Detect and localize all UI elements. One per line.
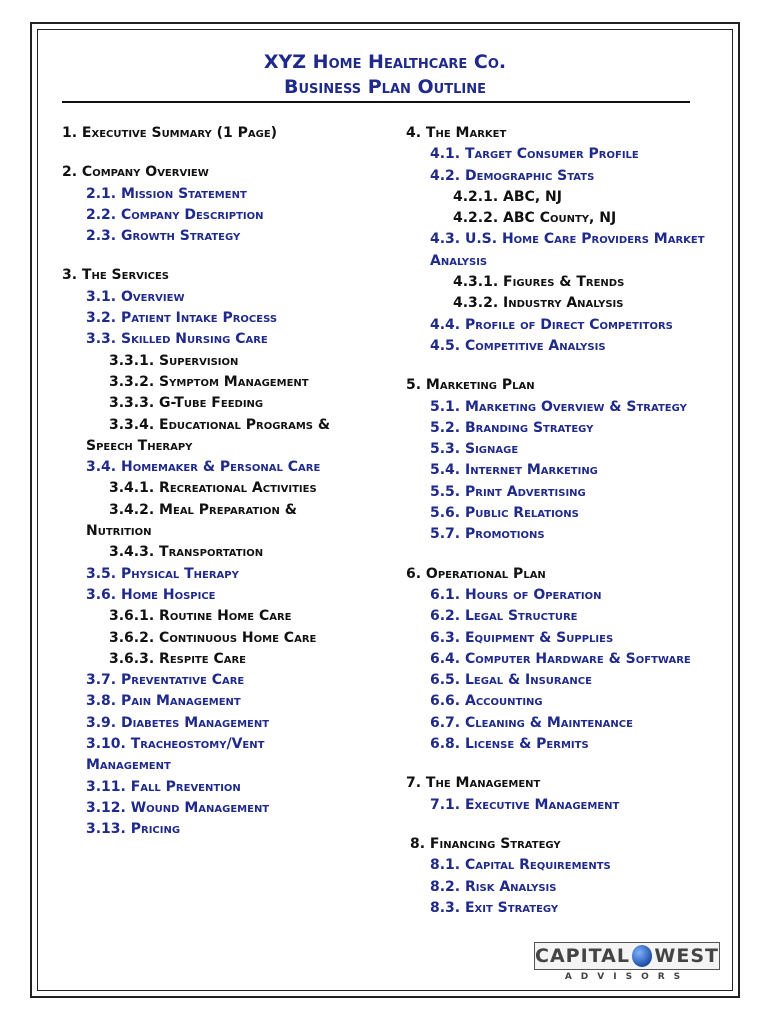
link-mission-statement[interactable]: 2.1. Mission Statement bbox=[86, 185, 247, 202]
link-demographic-stats[interactable]: 4.2. Demographic Stats bbox=[430, 167, 595, 184]
heading-financing-strategy: 8. Financing Strategy bbox=[410, 835, 561, 852]
link-growth-strategy[interactable]: 2.3. Growth Strategy bbox=[86, 228, 241, 245]
item-symptom-management: 3.3.2. Symptom Management bbox=[109, 373, 309, 390]
link-branding-strategy[interactable]: 5.2. Branding Strategy bbox=[430, 419, 594, 436]
item-educational-programs-line1: 3.3.4. Educational Programs & bbox=[109, 416, 331, 433]
heading-company-overview: 2. Company Overview bbox=[62, 164, 209, 181]
item-abc-county-nj: 4.2.2. ABC County, NJ bbox=[453, 210, 617, 227]
item-abc-nj: 4.2.1. ABC, NJ bbox=[453, 188, 562, 205]
item-g-tube-feeding: 3.3.3. G-Tube Feeding bbox=[109, 395, 264, 412]
company-title: XYZ Home Healthcare Co. bbox=[263, 51, 507, 73]
globe-icon bbox=[632, 945, 652, 967]
link-tracheostomy-vent[interactable]: 3.10. Tracheostomy/Vent bbox=[86, 736, 265, 753]
document-title: Business Plan Outline bbox=[284, 76, 486, 98]
section-8 bbox=[406, 834, 724, 919]
link-overview[interactable]: 3.1. Overview bbox=[86, 288, 185, 305]
item-meal-preparation-line1: 3.4.2. Meal Preparation & bbox=[109, 501, 297, 518]
logo-wordmark bbox=[534, 942, 720, 970]
item-continuous-home-care: 3.6.2. Continuous Home Care bbox=[109, 629, 317, 646]
section-3 bbox=[62, 265, 392, 840]
capital-west-logo bbox=[534, 942, 720, 986]
link-diabetes-management[interactable]: 3.9. Diabetes Management bbox=[86, 714, 270, 731]
link-wound-management[interactable]: 3.12. Wound Management bbox=[86, 799, 270, 816]
link-legal-structure[interactable]: 6.2. Legal Structure bbox=[430, 608, 578, 625]
item-respite-care: 3.6.3. Respite Care bbox=[109, 650, 246, 667]
link-fall-prevention[interactable]: 3.11. Fall Prevention bbox=[86, 778, 241, 795]
heading-marketing-plan: 5. Marketing Plan bbox=[406, 377, 535, 394]
item-educational-programs-line2: Speech Therapy bbox=[86, 437, 193, 454]
link-patient-intake-process[interactable]: 3.2. Patient Intake Process bbox=[86, 310, 278, 327]
item-recreational-activities: 3.4.1. Recreational Activities bbox=[109, 480, 317, 497]
link-skilled-nursing-care[interactable]: 3.3. Skilled Nursing Care bbox=[86, 331, 268, 348]
item-educational-programs bbox=[62, 415, 392, 458]
link-capital-requirements[interactable]: 8.1. Capital Requirements bbox=[430, 857, 611, 874]
section-6 bbox=[406, 564, 724, 756]
link-pricing[interactable]: 3.13. Pricing bbox=[86, 821, 181, 838]
link-preventative-care[interactable]: 3.7. Preventative Care bbox=[86, 672, 245, 689]
link-homemaker-personal-care[interactable]: 3.4. Homemaker & Personal Care bbox=[86, 459, 321, 476]
item-meal-preparation bbox=[62, 500, 392, 543]
link-home-hospice[interactable]: 3.6. Home Hospice bbox=[86, 586, 216, 603]
link-pain-management[interactable]: 3.8. Pain Management bbox=[86, 693, 241, 710]
heading-executive-summary: 1. Executive Summary (1 Page) bbox=[62, 125, 278, 141]
heading-the-market: 4. The Market bbox=[406, 125, 507, 141]
logo-subtitle: ADVISORS bbox=[564, 972, 690, 982]
item-routine-home-care: 3.6.1. Routine Home Care bbox=[109, 608, 292, 625]
link-public-relations[interactable]: 5.6. Public Relations bbox=[430, 505, 579, 522]
item-transportation: 3.4.3. Transportation bbox=[109, 544, 264, 561]
section-7 bbox=[406, 773, 724, 816]
link-accounting[interactable]: 6.6. Accounting bbox=[430, 693, 543, 710]
link-internet-marketing[interactable]: 5.4. Internet Marketing bbox=[430, 462, 598, 479]
logo-right-word: WEST bbox=[654, 945, 719, 967]
link-competitive-analysis[interactable]: 4.5. Competitive Analysis bbox=[430, 337, 606, 354]
link-marketing-overview-strategy[interactable]: 5.1. Marketing Overview & Strategy bbox=[430, 398, 687, 415]
item-supervision: 3.3.1. Supervision bbox=[109, 352, 239, 369]
link-physical-therapy[interactable]: 3.5. Physical Therapy bbox=[86, 565, 239, 582]
link-executive-management[interactable]: 7.1. Executive Management bbox=[430, 796, 620, 813]
link-target-consumer-profile[interactable]: 4.1. Target Consumer Profile bbox=[430, 146, 639, 163]
heading-the-management: 7. The Management bbox=[406, 775, 541, 792]
link-legal-insurance[interactable]: 6.5. Legal & Insurance bbox=[430, 672, 592, 689]
link-signage[interactable]: 5.3. Signage bbox=[430, 441, 519, 458]
link-company-description[interactable]: 2.2. Company Description bbox=[86, 206, 264, 223]
section-2 bbox=[62, 162, 392, 247]
link-home-care-providers-market[interactable]: 4.3. U.S. Home Care Providers Market bbox=[430, 231, 705, 248]
link-hours-of-operation[interactable]: 6.1. Hours of Operation bbox=[430, 586, 602, 603]
section-1 bbox=[62, 123, 392, 144]
outline-right-column bbox=[406, 123, 724, 937]
title-block bbox=[40, 50, 730, 100]
link-tracheostomy-vent-cont[interactable]: Management bbox=[86, 757, 171, 774]
link-promotions[interactable]: 5.7. Promotions bbox=[430, 526, 545, 543]
heading-the-services: 3. The Services bbox=[62, 267, 170, 284]
link-computer-hardware-software[interactable]: 6.4. Computer Hardware & Software bbox=[430, 650, 691, 667]
link-exit-strategy[interactable]: 8.3. Exit Strategy bbox=[430, 899, 559, 916]
link-home-care-providers-market-cont[interactable]: Analysis bbox=[430, 252, 488, 269]
link-profile-direct-competitors[interactable]: 4.4. Profile of Direct Competitors bbox=[430, 316, 673, 333]
item-figures-trends: 4.3.1. Figures & Trends bbox=[453, 274, 625, 291]
heading-operational-plan: 6. Operational Plan bbox=[406, 565, 546, 582]
title-divider bbox=[62, 101, 690, 103]
section-4 bbox=[406, 123, 724, 357]
item-industry-analysis: 4.3.2. Industry Analysis bbox=[453, 295, 624, 312]
link-cleaning-maintenance[interactable]: 6.7. Cleaning & Maintenance bbox=[430, 714, 633, 731]
outline-left-column bbox=[62, 123, 392, 859]
logo-left-word: CAPITAL bbox=[535, 945, 630, 967]
link-risk-analysis[interactable]: 8.2. Risk Analysis bbox=[430, 878, 557, 895]
link-license-permits[interactable]: 6.8. License & Permits bbox=[430, 736, 589, 753]
link-print-advertising[interactable]: 5.5. Print Advertising bbox=[430, 483, 586, 500]
link-equipment-supplies[interactable]: 6.3. Equipment & Supplies bbox=[430, 629, 614, 646]
item-meal-preparation-line2: Nutrition bbox=[86, 523, 152, 540]
section-5 bbox=[406, 375, 724, 545]
